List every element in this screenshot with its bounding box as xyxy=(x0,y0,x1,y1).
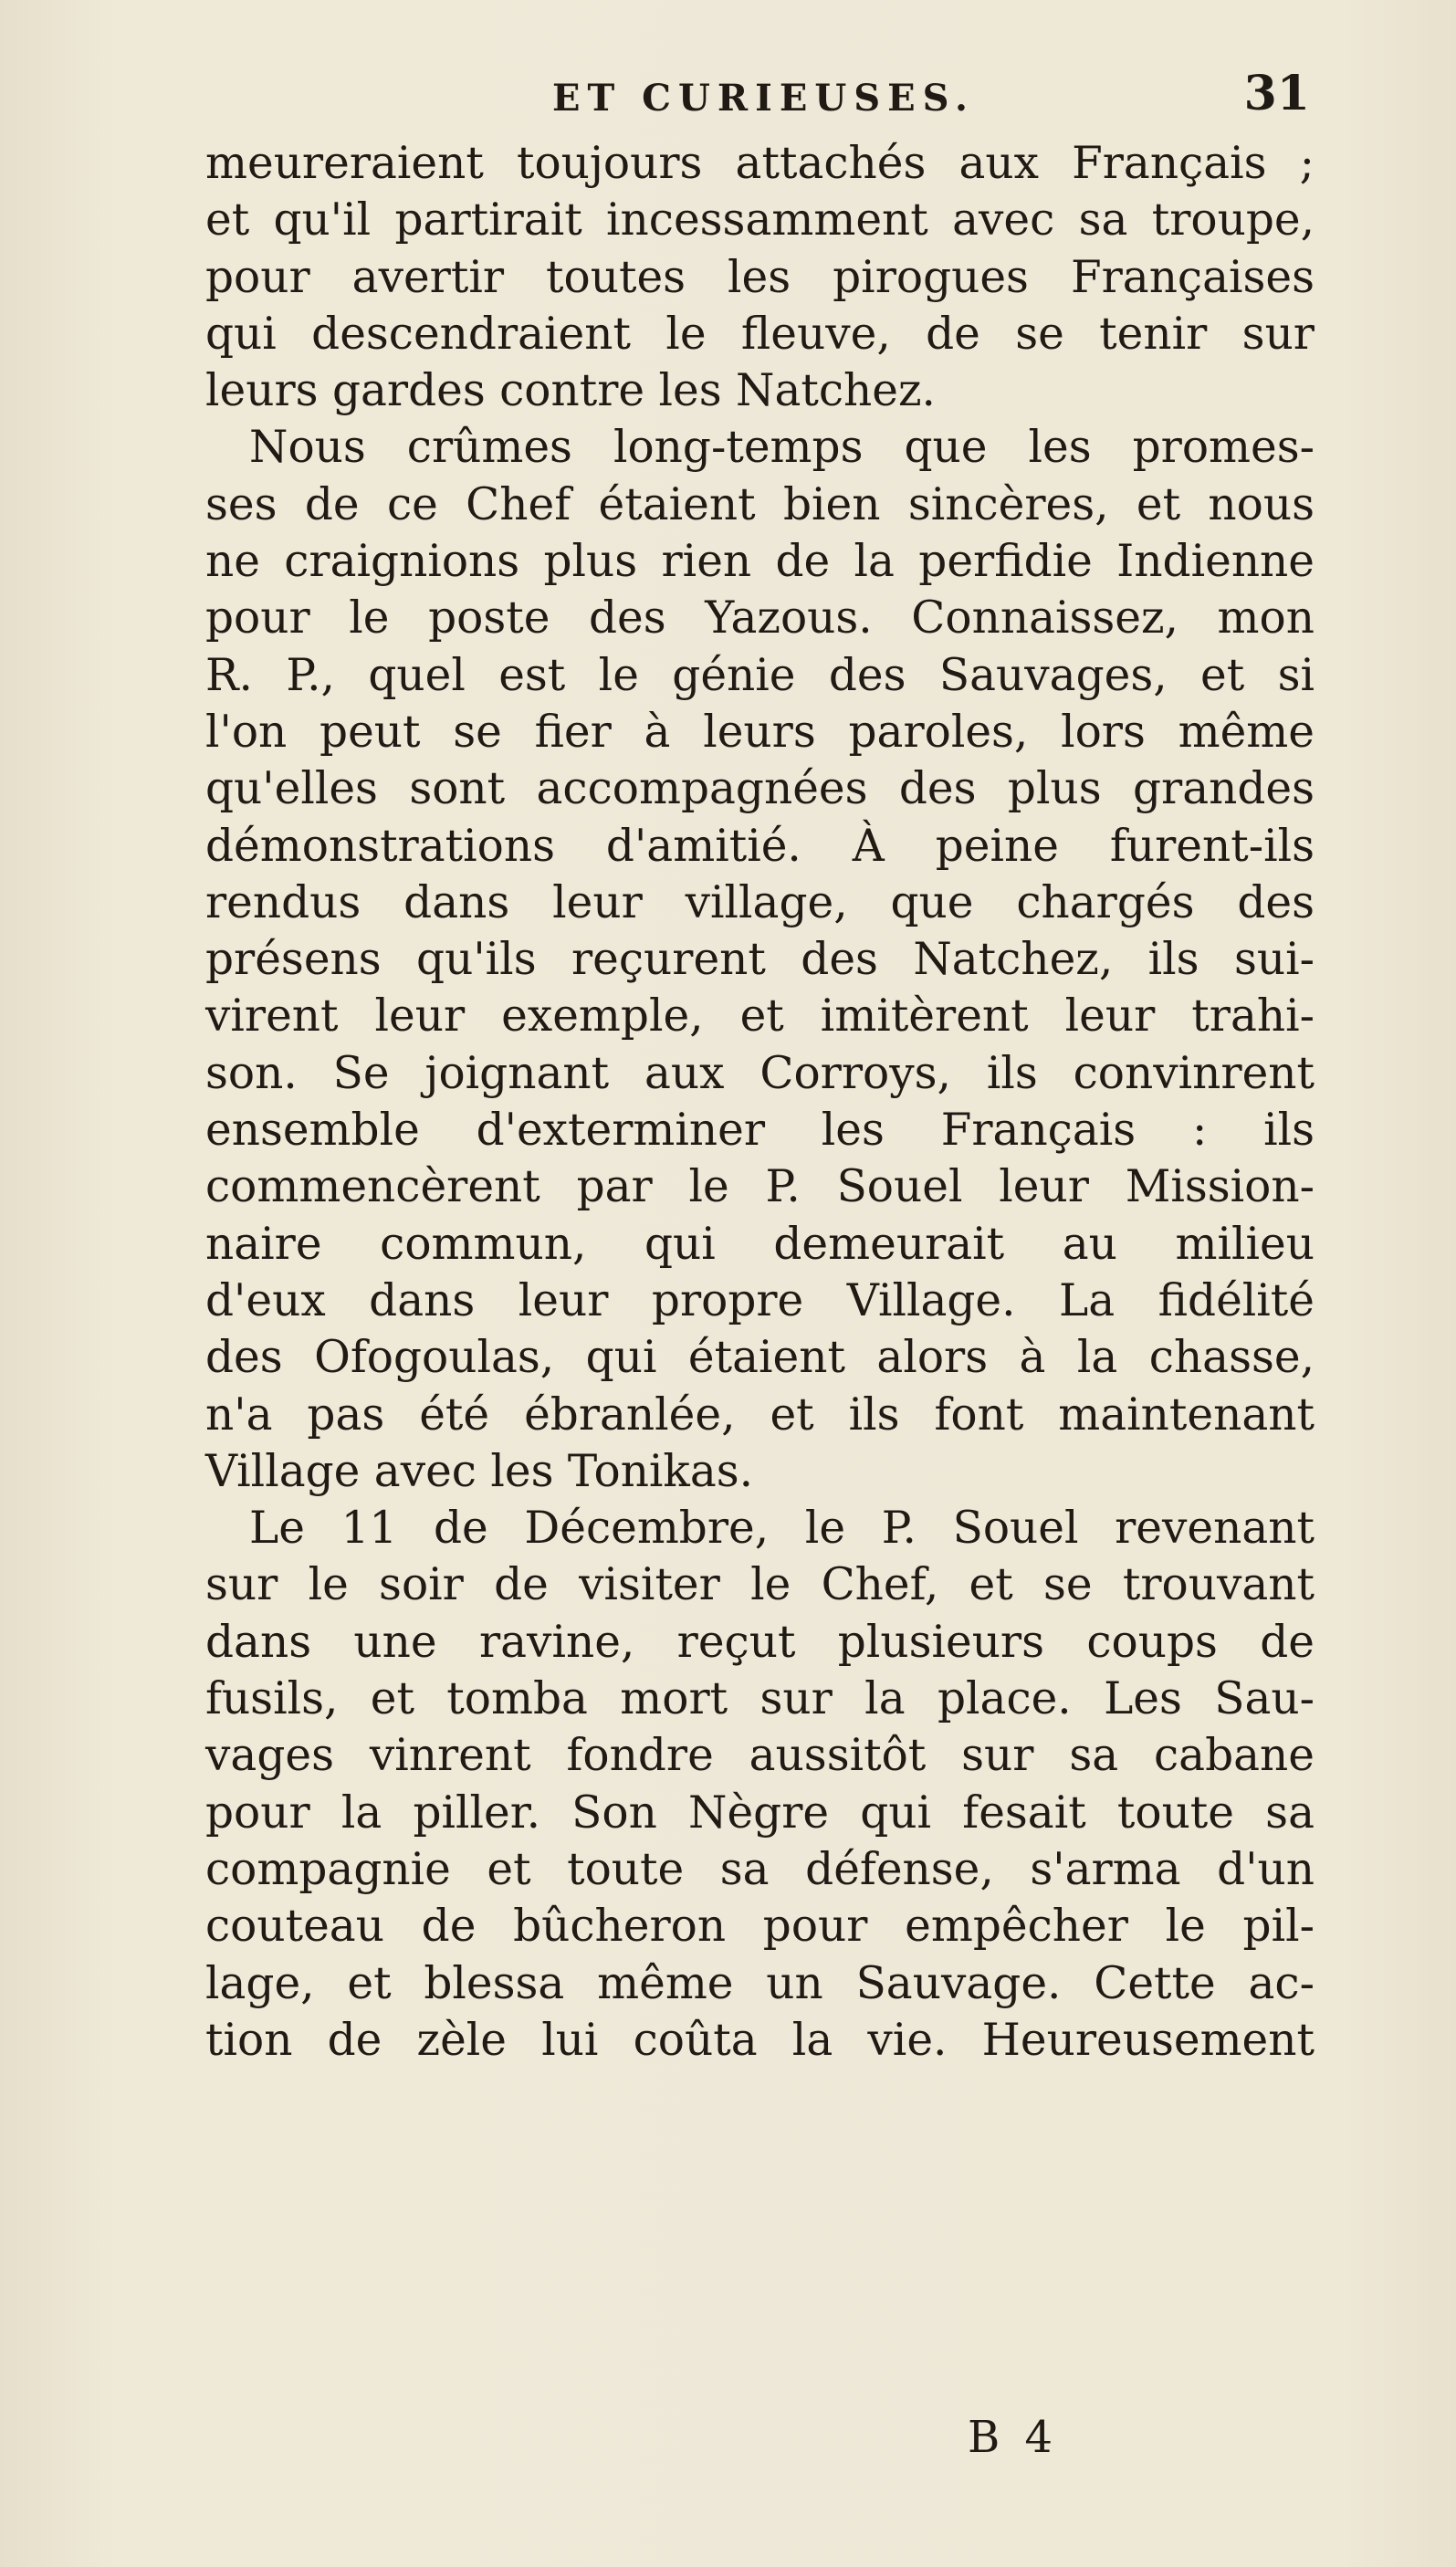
text-line: ne craignions plus rien de la perfidie Indienne xyxy=(205,536,1315,588)
text-line: qui descendraient le fleuve, de se tenir sur xyxy=(205,308,1315,360)
text-line: leurs gardes contre les Natchez. xyxy=(205,365,936,417)
text-line: virent leur exemple, et imitèrent leur trahi- xyxy=(205,990,1315,1043)
text-line: vages vinrent fondre aussitôt sur sa cabane xyxy=(205,1730,1315,1782)
text-line: tion de zèle lui coûta la vie. Heureusement xyxy=(205,2014,1315,2066)
text-line: compagnie et toute sa défense, s'arma d'un xyxy=(205,1843,1315,1895)
running-head: ET CURIEUSES. xyxy=(552,77,975,120)
text-line: pour le poste des Yazous. Connaissez, mon xyxy=(205,592,1315,644)
text-line: présens qu'ils reçurent des Natchez, ils sui- xyxy=(205,934,1315,986)
text-line: fusils, et tomba mort sur la place. Les Sau- xyxy=(205,1673,1315,1725)
text-line: dans une ravine, reçut plusieurs coups de xyxy=(205,1616,1315,1668)
text-line: n'a pas été ébranlée, et ils font maintenant xyxy=(205,1388,1315,1441)
text-line: lage, et blessa même un Sauvage. Cette ac- xyxy=(205,1957,1315,2009)
text-line: Village avec les Tonikas. xyxy=(205,1445,754,1497)
text-line: son. Se joignant aux Corroys, ils convinrent xyxy=(205,1047,1315,1099)
text-line: et qu'il partirait incessamment avec sa troupe, xyxy=(205,194,1315,246)
text-line: naire commun, qui demeurait au milieu xyxy=(205,1218,1315,1270)
text-line: R. P., quel est le génie des Sauvages, et si xyxy=(205,649,1315,701)
text-line: des Ofogoulas, qui étaient alors à la chasse, xyxy=(205,1332,1315,1384)
text-line: rendus dans leur village, que chargés des xyxy=(205,876,1315,928)
text-line: ses de ce Chef étaient bien sincères, et nous xyxy=(205,478,1315,530)
text-line: l'on peut se fier à leurs paroles, lors même xyxy=(205,706,1315,758)
signature-mark: B 4 xyxy=(968,2412,1059,2463)
text-line: d'eux dans leur propre Village. La fidélité xyxy=(205,1274,1315,1326)
text-line: pour avertir toutes les pirogues Françaises xyxy=(205,251,1315,303)
page-header xyxy=(205,66,1310,139)
text-line: meureraient toujours attachés aux Français ; xyxy=(205,138,1315,189)
text-line: démonstrations d'amitié. À peine furent-ils xyxy=(205,820,1315,872)
page-number: 31 xyxy=(1243,66,1310,121)
text-line: qu'elles sont accompagnées des plus grandes xyxy=(205,763,1315,815)
text-line: couteau de bûcheron pour empêcher le pil- xyxy=(205,1901,1315,1953)
text-line: commencèrent par le P. Souel leur Mission- xyxy=(205,1161,1315,1213)
body-text xyxy=(205,135,1315,2069)
text-line: ensemble d'exterminer les Français : ils xyxy=(205,1105,1315,1157)
paragraph-start-line: Nous crûmes long-temps que les promes- xyxy=(249,422,1315,474)
paragraph-start-line: Le 11 de Décembre, le P. Souel revenant xyxy=(249,1503,1315,1555)
text-line: pour la piller. Son Nègre qui fesait toute sa xyxy=(205,1786,1315,1839)
text-line: sur le soir de visiter le Chef, et se trouvant xyxy=(205,1559,1315,1611)
